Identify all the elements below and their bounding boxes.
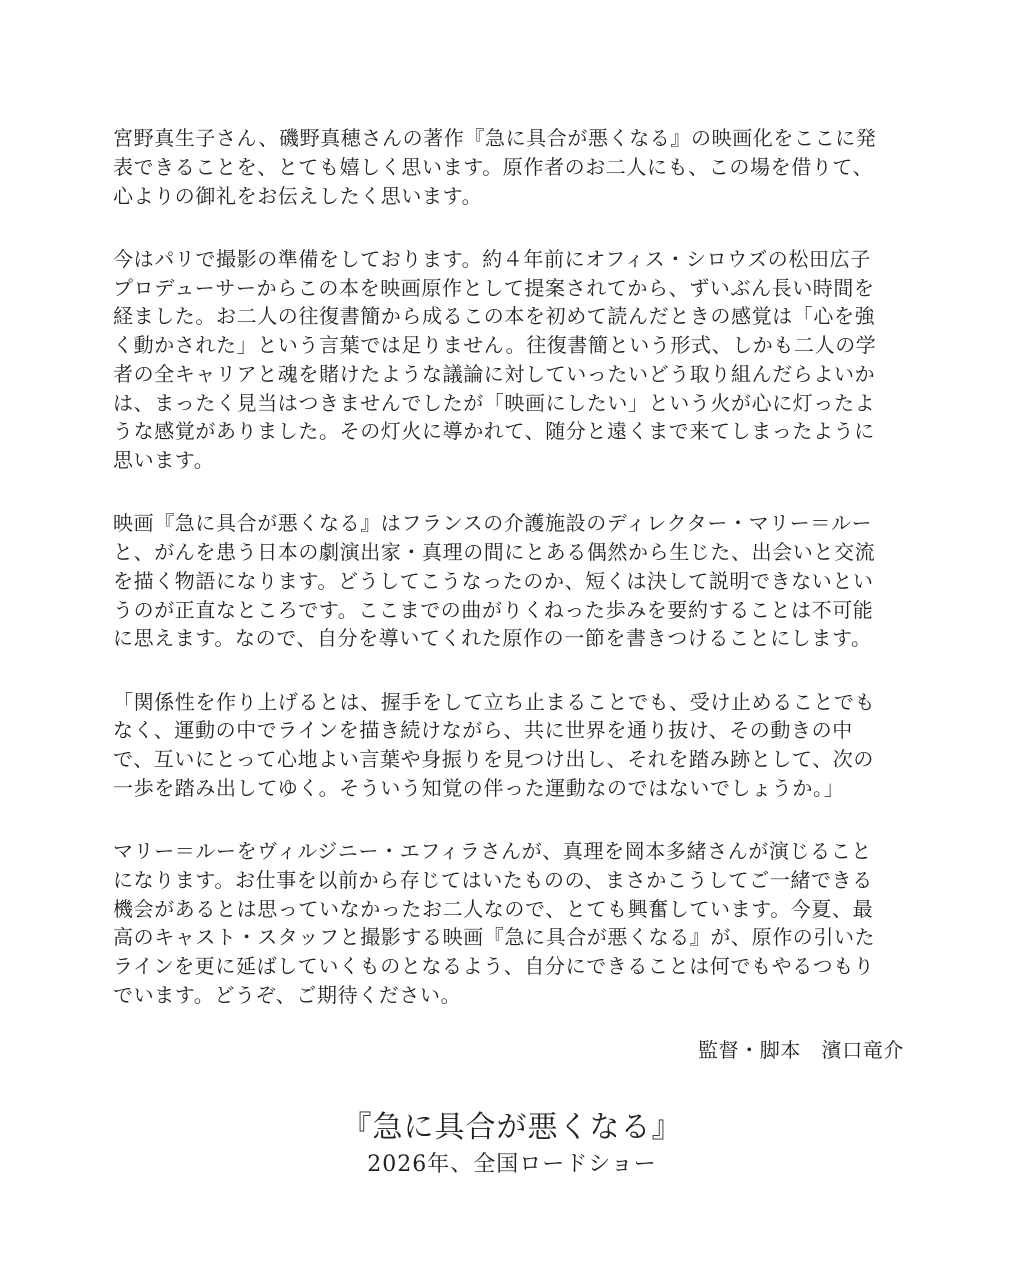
- text-line: を描く物語になります。どうしてこうなったのか、短くは決して説明できないとい: [113, 568, 874, 593]
- paragraph-5: [113, 837, 913, 1010]
- text-line: プロデューサーからこの本を映画原作として提案されてから、ずいぶん長い時間を: [113, 275, 875, 300]
- paragraph-4-quote: [113, 688, 913, 803]
- text-line: なく、運動の中でラインを描き続けながら、共に世界を通り抜け、その動きの中: [113, 718, 853, 743]
- director-signature: 監督・脚本 濱口竜介: [698, 1038, 904, 1062]
- text-line: になります。お仕事を以前から存じてはいたものの、まさかこうしてご一緒できる: [113, 867, 873, 892]
- paragraph-2: [113, 245, 913, 475]
- text-line: 宮野真生子さん、磯野真穂さんの著作『急に具合が悪くなる』の映画化をここに発: [113, 126, 877, 150]
- text-line: 心よりの御礼をお伝えしたく思います。: [113, 183, 483, 208]
- text-line: 思います。: [113, 448, 215, 472]
- text-line: でいます。どうぞ、ご期待ください。: [113, 982, 462, 1007]
- text-line: と、がんを患う日本の劇演出家・真理の間にとある偶然から生じた、出会いと交流: [113, 540, 876, 564]
- text-line: 機会があるとは思っていなかったお二人なので、とても興奮しています。今夏、最: [113, 896, 874, 921]
- text-line: 経ました。お二人の往復書簡から成るこの本を初めて読んだときの感覚は「心を強: [113, 304, 876, 329]
- text-line: 一歩を踏み出してゆく。そういう知覚の伴った運動なのではないでしょうか。」: [113, 775, 845, 800]
- paragraph-3: [113, 509, 913, 653]
- text-line: 表できることを、とても嬉しく思います。原作者のお二人にも、この場を借りて、: [113, 154, 874, 179]
- text-line: 今はパリで撮影の準備をしております。約４年前にオフィス・シロウズの松田広子: [113, 246, 871, 271]
- text-line: く動かされた」という言葉では足りません。往復書簡という形式、しかも二人の学: [113, 333, 877, 357]
- text-line: 「関係性を作り上げるとは、握手をして立ち止まることでも、受け止めることでも: [113, 689, 876, 714]
- film-footer: [0, 1108, 1024, 1180]
- statement-body: [113, 124, 913, 1044]
- text-line: 高のキャスト・スタッフと撮影する映画『急に具合が悪くなる』が、原作の引いた: [113, 925, 876, 950]
- text-line: うのが正直なところです。ここまでの曲がりくねった歩みを要約することは不可能: [113, 597, 874, 622]
- text-line: 映画『急に具合が悪くなる』はフランスの介護施設のディレクター・マリー＝ルー: [113, 511, 873, 536]
- paragraph-1: [113, 124, 913, 210]
- text-line: で、互いにとって心地よい言葉や身振りを見つけ出し、それを踏み跡として、次の: [113, 747, 874, 771]
- release-info: 2026年、全国ロードショー: [367, 1152, 657, 1177]
- text-line: 者の全キャリアと魂を賭けたような議論に対していったいどう取り組んだらよいか: [113, 361, 876, 386]
- film-title: 『急に具合が悪くなる』: [341, 1110, 683, 1145]
- text-line: に思えます。なので、自分を導いてくれた原作の一節を書きつけることにします。: [113, 626, 872, 651]
- text-line: ラインを更に延ばしていくものとなるよう、自分にできることは何でもやるつもり: [113, 954, 875, 978]
- text-line: うな感覚がありました。その灯火に導かれて、随分と遠くまで来てしまったように: [113, 419, 875, 444]
- text-line: は、まったく見当はつきませんでしたが「映画にしたい」という火が心に灯ったよ: [113, 390, 876, 415]
- text-line: マリー＝ルーをヴィルジニー・エフィラさんが、真理を岡本多緒さんが演じること: [113, 839, 872, 863]
